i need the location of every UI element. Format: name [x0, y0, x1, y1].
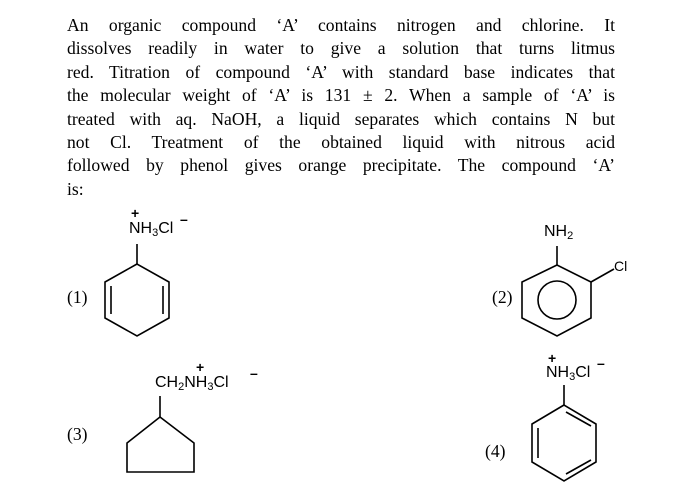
option-1-ring: [105, 244, 169, 336]
question-line: not Cl. Treatment of the obtained liquid with nitrous acid: [67, 132, 615, 153]
option-2-label[interactable]: (2): [492, 287, 513, 307]
question-line: dissolves readily in water to give a solution that turns litmus: [67, 38, 615, 59]
option-3-label[interactable]: (3): [67, 424, 88, 444]
option-2-substituent: Cl: [614, 258, 628, 274]
option-4-minus-charge: –: [597, 355, 605, 371]
option-4-label[interactable]: (4): [485, 441, 506, 461]
option-1-formula: $NH_3Cl$: [129, 220, 174, 239]
option-3-formula: $CH_2NH_3Cl$: [155, 374, 229, 393]
option-3-minus-charge: –: [250, 365, 258, 381]
option-1-label[interactable]: (1): [67, 287, 88, 307]
question-line: treated with aq. NaOH, a liquid separates which contains N but: [67, 108, 615, 129]
option-2-ring: [522, 246, 614, 336]
option-1-plus-charge: +: [131, 205, 140, 221]
option-1-minus-charge: –: [180, 211, 188, 227]
option-3-plus-charge: +: [196, 359, 205, 375]
question-line: red. Titration of compound ‘A’ with standard base indicates that: [67, 61, 615, 82]
option-4-formula: $NH_3Cl$: [546, 364, 591, 383]
question-line: An organic compound ‘A’ contains nitrogen and chlorine. It: [67, 15, 615, 35]
option-2-formula: $NH_2$: [544, 223, 574, 242]
option-3-ring: [127, 396, 194, 472]
option-4-ring: [532, 385, 596, 481]
question-line: the molecular weight of ‘A’ is 131 ± 2. When a sample of ‘A’ is: [67, 85, 615, 106]
question-line: followed by phenol gives orange precipitate. The compound ‘A’: [67, 155, 615, 176]
question-line: is:: [67, 178, 84, 199]
option-4-plus-charge: +: [548, 350, 557, 366]
